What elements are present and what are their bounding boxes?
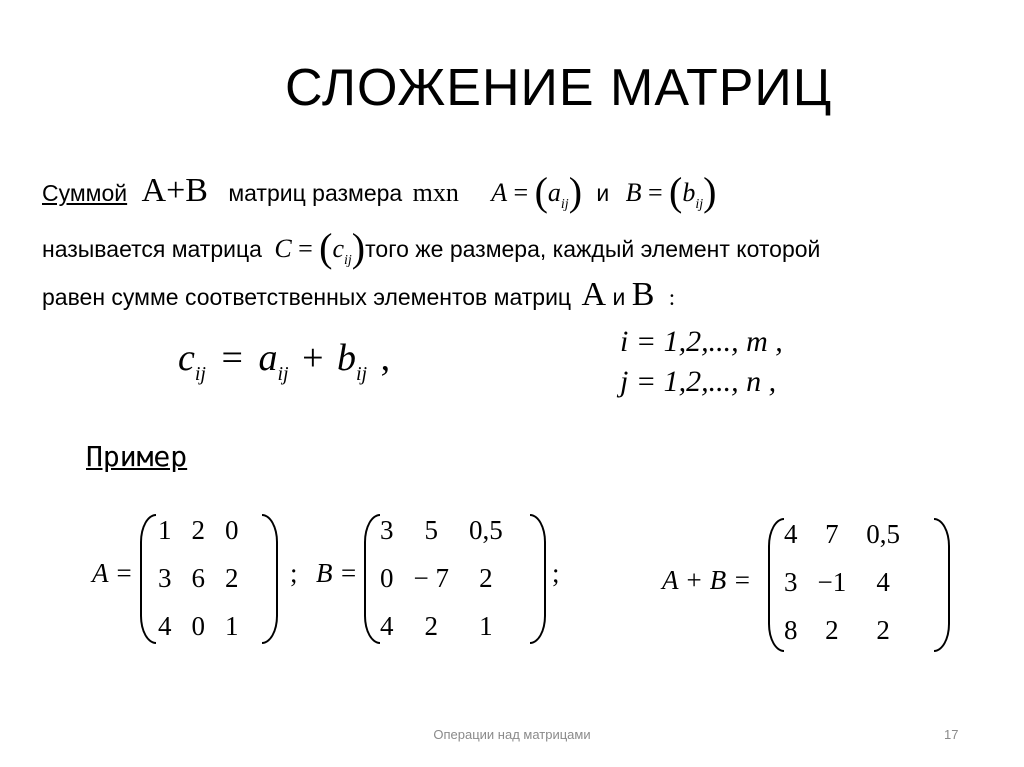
formula-equals: =	[221, 337, 243, 379]
matrix-a-letter: A	[581, 276, 607, 313]
subscript-ij: ij	[695, 197, 704, 212]
equal-sum-text: равен сумме соответственных элементов матриц	[42, 284, 572, 310]
matrix-cell: −1	[817, 566, 847, 597]
definition-line-3	[42, 276, 675, 314]
matrix-cell: 0	[191, 610, 205, 641]
matrix-c-symbol: C	[274, 234, 292, 263]
equals-sign: =	[647, 178, 663, 207]
paren-close-icon: )	[351, 225, 366, 270]
bracket-right-icon	[262, 514, 278, 644]
matrix-cell: 1	[479, 610, 493, 641]
sum-notation: A+B	[141, 172, 208, 209]
paren-close-icon: )	[703, 169, 717, 214]
matrix-cell: 0	[380, 562, 394, 593]
formula-plus: +	[302, 337, 324, 379]
formula-comma: ,	[380, 337, 391, 379]
page-number: 17	[944, 727, 959, 742]
matrix-cell: 1	[158, 514, 172, 545]
element-c: c	[332, 234, 345, 263]
bracket-right-icon	[530, 514, 546, 644]
separator-semicolon: ;	[552, 558, 560, 588]
formula-sub-c: ij	[194, 363, 206, 385]
colon: :	[668, 285, 676, 310]
matrix-cell: 4	[158, 610, 172, 641]
matrix-cell: 7	[825, 518, 839, 549]
matrix-cell: 2	[424, 610, 438, 641]
matrix-cell: 0,5	[468, 514, 503, 545]
matrix-cell: 2	[876, 614, 890, 645]
size-mxn: mxn	[412, 178, 459, 207]
paren-open-icon: (	[319, 225, 333, 270]
matrix-cell: 0,5	[866, 518, 900, 549]
range-i: i = 1,2,..., m ,	[620, 325, 783, 358]
matrix-b-letter: B	[631, 276, 655, 313]
matrix-cell: 3	[158, 562, 172, 593]
matrix-a	[148, 506, 249, 650]
conjunction-and: и	[596, 180, 610, 206]
formula-a: a	[258, 337, 278, 379]
matrix-cell: 1	[225, 610, 239, 641]
subscript-ij: ij	[560, 197, 569, 212]
matrix-a-symbol: A	[491, 178, 508, 207]
matrix-b-symbol: B	[625, 178, 642, 207]
matrix-cell: 4	[876, 566, 890, 597]
addition-formula	[178, 336, 390, 386]
same-size-text: того же размера, каждый элемент которой	[365, 236, 821, 262]
matrix-a-label: A =	[92, 558, 133, 588]
equals-sign: =	[513, 178, 529, 207]
term-summa: Суммой	[42, 180, 128, 206]
called-matrix-text: называется матрица	[42, 236, 262, 262]
definition-line-2	[42, 224, 820, 271]
paren-open-icon: (	[669, 169, 683, 214]
formula-b: b	[337, 337, 356, 379]
matrix-size-text: матриц размера	[228, 180, 403, 206]
footer-text: Операции над матрицами	[433, 727, 591, 742]
matrix-cell: − 7	[413, 562, 449, 593]
formula-sub-b: ij	[356, 363, 368, 385]
matrix-cell: 2	[479, 562, 493, 593]
slide-title: СЛОЖЕНИЕ МАТРИЦ	[285, 59, 833, 117]
separator-semicolon: ;	[290, 558, 298, 588]
matrix-cell: 2	[225, 562, 239, 593]
matrix-cell: 6	[191, 562, 205, 593]
equals-sign: =	[298, 234, 313, 263]
matrix-cell: 2	[191, 514, 205, 545]
range-j: j = 1,2,..., n ,	[620, 365, 777, 398]
conjunction-and: и	[612, 284, 626, 310]
bracket-right-icon	[934, 518, 950, 652]
paren-close-icon: )	[568, 169, 583, 214]
element-b: b	[682, 178, 696, 207]
matrix-b-label: B =	[316, 558, 358, 588]
matrix-b	[370, 506, 513, 650]
element-a: a	[547, 178, 561, 207]
matrix-cell: 3	[784, 566, 798, 597]
formula-c: c	[178, 337, 195, 379]
matrix-cell: 2	[825, 614, 839, 645]
matrix-cell: 5	[424, 514, 438, 545]
matrix-cell: 4	[380, 610, 394, 641]
formula-sub-a: ij	[277, 363, 289, 385]
matrix-cell: 8	[784, 614, 798, 645]
matrix-sum	[774, 510, 910, 654]
definition-line-1	[42, 168, 716, 215]
subscript-ij: ij	[344, 253, 352, 268]
paren-open-icon: (	[534, 169, 548, 214]
matrix-cell: 0	[225, 514, 239, 545]
matrix-cell: 3	[380, 514, 394, 545]
example-label: Пример	[86, 440, 188, 473]
sum-matrix-label: A + B =	[662, 565, 752, 595]
matrix-cell: 4	[784, 518, 798, 549]
